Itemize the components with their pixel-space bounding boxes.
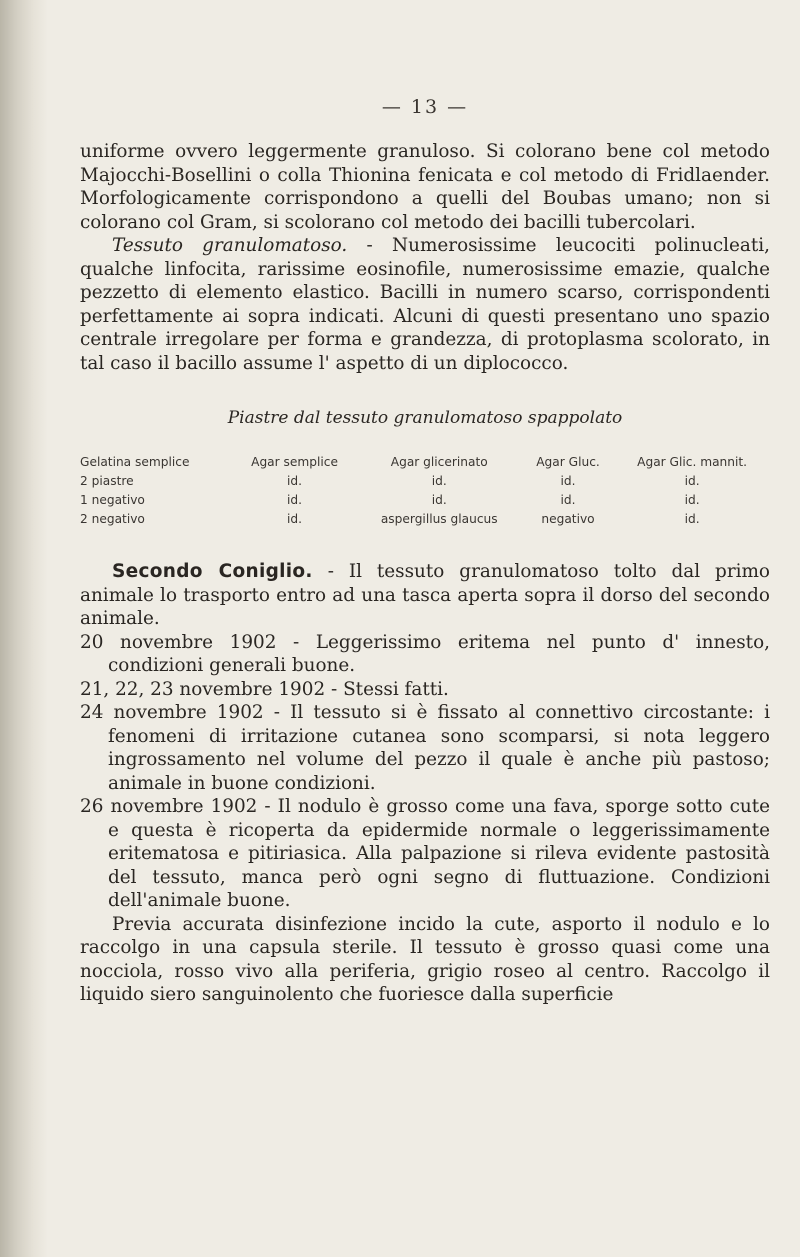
culture-table-title: Piastre dal tessuto granulomatoso spappolato [227, 408, 623, 428]
column-header: Agar glicerinato [390, 454, 488, 469]
entry-text: - Il nodulo è grosso come una fava, sporge sotto cute e questa è ricoperta da epidermide normale o leggerissimamente eritematosa e pitiriasica. Alla palpazione si rileva evidente pastosità del tessuto, manca però ogni segno di fluttuazione. Condizioni dell'animale buone. [108, 796, 770, 911]
column-header: Agar Glic. mannit. [637, 454, 748, 469]
table-cell: id. [560, 473, 576, 488]
entry-text: - Leggerissimo eritema nel punto d' innesto, condizioni generali buone. [108, 631, 770, 676]
table-cell: negativo [541, 511, 595, 526]
column-header: Agar semplice [251, 454, 338, 469]
section-intro [80, 560, 770, 631]
table-cell: id. [560, 492, 576, 507]
section-second-rabbit [80, 560, 770, 1007]
table-cell: id. [684, 473, 700, 488]
list-item [80, 678, 770, 702]
table-row [80, 509, 770, 528]
table-cell: id. [287, 473, 303, 488]
list-item [80, 631, 770, 678]
paragraph-text: - Numerosissime leucociti polinucleati, qualche linfocita, rarissime eosinofile, numerosissime emazie, qualche pezzetto di elemento elastico. Bacilli in numero scarso, corrispondenti perfettamente ai sopra indicati. Alcuni di questi presentano uno spazio centrale irregolare per forma e grandezza, di protoplasma scolorato, in tal caso il bacillo assume l' aspetto di un diplococco. [80, 235, 771, 374]
table-cell: 1 negativo [80, 492, 145, 507]
section-intro-text: - Il tessuto granulomatoso tolto dal primo animale lo trasporto entro ad una tasca aperta sopra il dorso del secondo animale. [80, 561, 771, 629]
page-body [80, 140, 770, 1007]
list-item [80, 795, 770, 913]
table-cell: 2 negativo [80, 511, 145, 526]
page-edge-shadow [0, 0, 48, 1257]
column-header: Agar Gluc. [536, 454, 600, 469]
entry-date: 26 novembre 1902 [80, 796, 258, 817]
table-cell: id. [287, 511, 303, 526]
paragraph-continuation: uniforme ovvero leggermente granuloso. Si colorano bene col metodo Majocchi-Bosellini o colla Thionina fenicata e col metodo di Fridlaender. Morfologicamente corrispondono a quelli del Boubas umano; non si colorano col Gram, si scolorano col metodo dei bacilli tubercolari. [80, 141, 770, 233]
culture-table [80, 452, 770, 528]
paragraph-label: Tessuto granulomatoso. [112, 235, 348, 256]
table-cell: id. [684, 492, 700, 507]
table-cell: aspergillus glaucus [380, 511, 498, 526]
table-cell: 2 piastre [80, 473, 134, 488]
entry-text: - Stessi fatti. [325, 678, 449, 700]
section-heading: Secondo Coniglio. [112, 561, 313, 582]
table-row [80, 471, 770, 490]
entry-date: 24 novembre 1902 [80, 702, 264, 723]
culture-table-header-row [80, 452, 770, 471]
column-header: Gelatina semplice [80, 454, 190, 469]
entry-date: 21, 22, 23 novembre 1902 [80, 678, 326, 700]
table-row [80, 490, 770, 509]
table-cell: id. [684, 511, 700, 526]
page-number: — 13 — [381, 96, 469, 118]
table-cell: id. [287, 492, 303, 507]
entry-date: 20 novembre 1902 [80, 631, 277, 653]
table-cell: id. [431, 492, 447, 507]
table-cell: id. [431, 473, 447, 488]
book-page [80, 0, 770, 1257]
entry-text: - Il tessuto si è fissato al connettivo circostante: i fenomeni di irritazione cutanea sono scomparsi, si nota leggero ingrossamento nel volume del pezzo il quale è anche più pastoso; animale in buone condizioni. [108, 702, 770, 794]
paragraph-granulomatous-tissue [80, 234, 770, 375]
closing-paragraph: Previa accurata disinfezione incido la cute, asporto il nodulo e lo raccolgo in una capsula sterile. Il tessuto è grosso quasi come una nocciola, rosso vivo alla periferia, grigio roseo al centro. Raccolgo il liquido siero sanguinolento che fuoriesce dalla superficie [80, 913, 770, 1005]
list-item [80, 701, 770, 795]
